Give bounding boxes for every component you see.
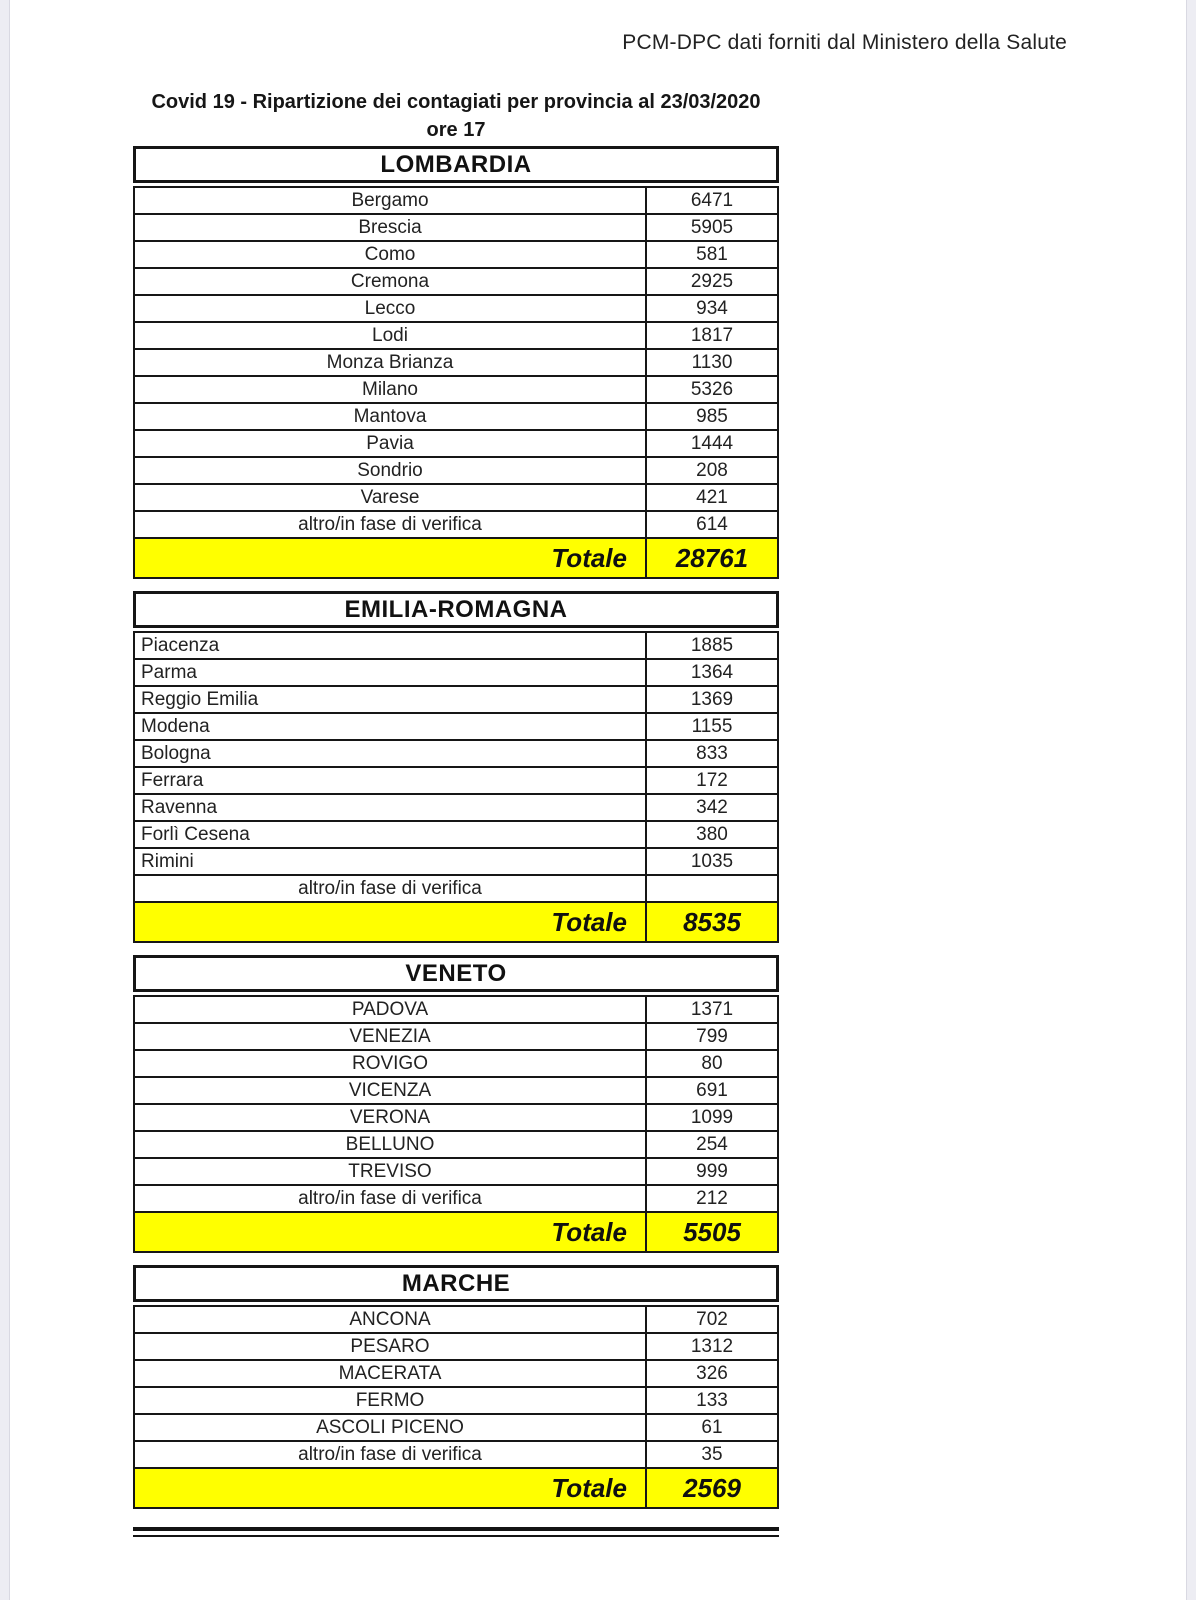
province-name: Varese bbox=[135, 485, 647, 510]
province-value: 1099 bbox=[690, 1106, 734, 1128]
province-name: Como bbox=[135, 242, 647, 267]
document-title bbox=[133, 88, 779, 144]
province-row bbox=[135, 458, 777, 485]
province-row bbox=[135, 1051, 777, 1078]
total-label: Totale bbox=[135, 903, 647, 941]
province-row bbox=[135, 714, 777, 741]
province-value: 1444 bbox=[690, 432, 734, 454]
province-row bbox=[135, 795, 777, 822]
province-name: PADOVA bbox=[135, 997, 647, 1022]
region-header: VENETO bbox=[133, 955, 779, 992]
title-line-2: ore 17 bbox=[426, 119, 486, 141]
region-tables bbox=[133, 146, 779, 1509]
province-row bbox=[135, 404, 777, 431]
province-name: Rimini bbox=[135, 849, 647, 874]
province-row bbox=[135, 1024, 777, 1051]
province-value: 133 bbox=[696, 1389, 728, 1411]
province-name: Bologna bbox=[135, 741, 647, 766]
province-row bbox=[135, 1307, 777, 1334]
province-value: 581 bbox=[696, 243, 728, 265]
province-value: 342 bbox=[696, 796, 728, 818]
total-row bbox=[135, 539, 777, 577]
province-name: altro/in fase di verifica bbox=[135, 876, 647, 901]
region-body bbox=[133, 631, 779, 943]
province-row bbox=[135, 215, 777, 242]
province-row bbox=[135, 1186, 777, 1213]
page-edge-right bbox=[1186, 0, 1196, 1600]
province-name: Ravenna bbox=[135, 795, 647, 820]
province-name: Ferrara bbox=[135, 768, 647, 793]
total-value: 8535 bbox=[683, 906, 741, 937]
province-name: Cremona bbox=[135, 269, 647, 294]
province-name: ASCOLI PICENO bbox=[135, 1415, 647, 1440]
province-name: altro/in fase di verifica bbox=[135, 1186, 647, 1211]
province-name: Monza Brianza bbox=[135, 350, 647, 375]
province-name: altro/in fase di verifica bbox=[135, 512, 647, 537]
province-row bbox=[135, 323, 777, 350]
province-row bbox=[135, 876, 777, 903]
province-row bbox=[135, 296, 777, 323]
province-name: TREVISO bbox=[135, 1159, 647, 1184]
province-row bbox=[135, 350, 777, 377]
total-row bbox=[135, 1469, 777, 1507]
province-value: 1369 bbox=[690, 688, 734, 710]
province-value bbox=[647, 876, 777, 901]
province-value: 833 bbox=[696, 742, 728, 764]
region-table bbox=[133, 146, 779, 579]
region-body bbox=[133, 186, 779, 579]
province-value: 421 bbox=[696, 486, 728, 508]
total-label: Totale bbox=[135, 1469, 647, 1507]
province-row bbox=[135, 849, 777, 876]
province-name: Pavia bbox=[135, 431, 647, 456]
province-name: Brescia bbox=[135, 215, 647, 240]
province-value: 985 bbox=[696, 405, 728, 427]
province-value: 614 bbox=[696, 513, 728, 535]
province-row bbox=[135, 660, 777, 687]
total-row bbox=[135, 903, 777, 941]
province-value: 702 bbox=[696, 1308, 728, 1330]
province-name: Milano bbox=[135, 377, 647, 402]
province-value: 691 bbox=[696, 1079, 728, 1101]
province-value: 1885 bbox=[690, 634, 734, 656]
province-name: ROVIGO bbox=[135, 1051, 647, 1076]
total-label: Totale bbox=[135, 1213, 647, 1251]
title-line-1: Covid 19 - Ripartizione dei contagiati per provincia al 23/03/2020 bbox=[151, 91, 761, 113]
page-edge-left bbox=[0, 0, 10, 1600]
province-name: Mantova bbox=[135, 404, 647, 429]
province-value: 1371 bbox=[690, 998, 734, 1020]
province-row bbox=[135, 1442, 777, 1469]
province-value: 61 bbox=[701, 1416, 723, 1438]
province-value: 934 bbox=[696, 297, 728, 319]
province-name: BELLUNO bbox=[135, 1132, 647, 1157]
province-value: 1155 bbox=[691, 715, 733, 737]
total-label: Totale bbox=[135, 539, 647, 577]
province-row bbox=[135, 431, 777, 458]
province-value: 5905 bbox=[690, 216, 734, 238]
province-name: Bergamo bbox=[135, 188, 647, 213]
region-header: EMILIA-ROMAGNA bbox=[133, 591, 779, 628]
province-row bbox=[135, 1078, 777, 1105]
region-body bbox=[133, 1305, 779, 1509]
province-value: 799 bbox=[696, 1025, 728, 1047]
province-value: 208 bbox=[696, 459, 728, 481]
province-name: Modena bbox=[135, 714, 647, 739]
region-table bbox=[133, 1265, 779, 1509]
total-value: 5505 bbox=[683, 1216, 741, 1247]
province-row bbox=[135, 512, 777, 539]
province-row bbox=[135, 1334, 777, 1361]
province-value: 380 bbox=[696, 823, 728, 845]
double-rule bbox=[133, 1527, 779, 1537]
province-name: Parma bbox=[135, 660, 647, 685]
total-row bbox=[135, 1213, 777, 1251]
document-content bbox=[133, 88, 779, 1537]
province-row bbox=[135, 741, 777, 768]
province-row bbox=[135, 485, 777, 512]
region-body bbox=[133, 995, 779, 1253]
province-name: Forlì Cesena bbox=[135, 822, 647, 847]
province-row bbox=[135, 768, 777, 795]
province-name: FERMO bbox=[135, 1388, 647, 1413]
total-value: 2569 bbox=[683, 1472, 741, 1503]
region-table bbox=[133, 591, 779, 943]
province-name: Lecco bbox=[135, 296, 647, 321]
province-value: 5326 bbox=[690, 378, 734, 400]
province-value: 6471 bbox=[690, 189, 734, 211]
province-value: 35 bbox=[701, 1443, 723, 1465]
province-value: 1364 bbox=[690, 661, 734, 683]
province-value: 326 bbox=[696, 1362, 728, 1384]
province-value: 1312 bbox=[690, 1335, 734, 1357]
province-row bbox=[135, 1388, 777, 1415]
province-name: Sondrio bbox=[135, 458, 647, 483]
province-row bbox=[135, 1159, 777, 1186]
province-name: ANCONA bbox=[135, 1307, 647, 1332]
header-note: PCM-DPC dati forniti dal Ministero della Salute bbox=[622, 31, 1067, 54]
province-name: Lodi bbox=[135, 323, 647, 348]
province-name: VERONA bbox=[135, 1105, 647, 1130]
province-row bbox=[135, 1132, 777, 1159]
province-name: Reggio Emilia bbox=[135, 687, 647, 712]
province-name: PESARO bbox=[135, 1334, 647, 1359]
province-row bbox=[135, 687, 777, 714]
province-row bbox=[135, 1105, 777, 1132]
total-value: 28761 bbox=[675, 542, 749, 573]
province-value: 254 bbox=[696, 1133, 728, 1155]
province-row bbox=[135, 633, 777, 660]
province-value: 1035 bbox=[690, 850, 734, 872]
province-value: 2925 bbox=[690, 270, 734, 292]
province-value: 212 bbox=[696, 1187, 728, 1209]
province-value: 999 bbox=[696, 1160, 728, 1182]
province-name: VICENZA bbox=[135, 1078, 647, 1103]
province-value: 1817 bbox=[690, 324, 734, 346]
province-value: 1130 bbox=[691, 351, 733, 373]
province-row bbox=[135, 377, 777, 404]
region-table bbox=[133, 955, 779, 1253]
province-row bbox=[135, 188, 777, 215]
province-row bbox=[135, 822, 777, 849]
province-row bbox=[135, 242, 777, 269]
region-header: MARCHE bbox=[133, 1265, 779, 1302]
province-value: 80 bbox=[701, 1052, 723, 1074]
province-row bbox=[135, 997, 777, 1024]
province-name: VENEZIA bbox=[135, 1024, 647, 1049]
region-header: LOMBARDIA bbox=[133, 146, 779, 183]
province-row bbox=[135, 1415, 777, 1442]
province-name: MACERATA bbox=[135, 1361, 647, 1386]
province-name: Piacenza bbox=[135, 633, 647, 658]
province-row bbox=[135, 269, 777, 296]
province-row bbox=[135, 1361, 777, 1388]
province-name: altro/in fase di verifica bbox=[135, 1442, 647, 1467]
province-value: 172 bbox=[696, 769, 728, 791]
